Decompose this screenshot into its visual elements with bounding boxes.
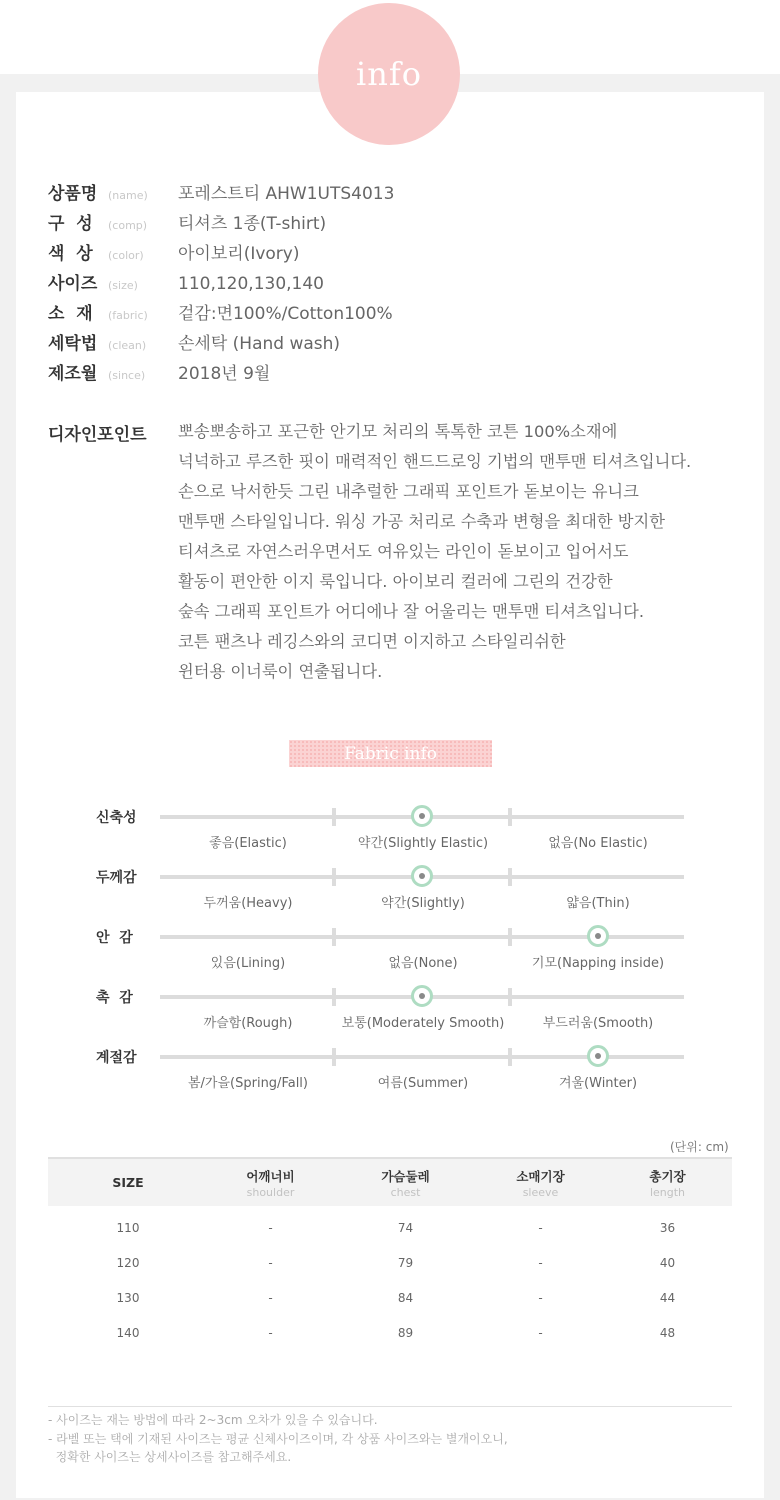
table-cell: 48 (659, 1325, 676, 1340)
table-cell: - (268, 1220, 273, 1235)
fabric-option: 약간(Slightly Elastic) (357, 836, 489, 851)
size-unit-label: (단위: cm) (670, 1140, 729, 1154)
fabric-selected-marker (411, 985, 433, 1007)
notes-divider (48, 1406, 732, 1407)
table-cell: - (268, 1255, 273, 1270)
fabric-row-label: 두께감 (96, 870, 137, 886)
table-cell: - (538, 1325, 543, 1340)
info-value: 아이보리(Ivory) (178, 244, 300, 264)
fabric-scale-tick (332, 1048, 336, 1066)
fabric-option: 부드러움(Smooth) (542, 1016, 654, 1031)
info-sub-label: (since) (108, 369, 146, 382)
design-point-line: 숲속 그래픽 포인트가 어디에나 잘 어울리는 맨투맨 티셔츠입니다. (178, 602, 645, 621)
fabric-scale-tick (508, 988, 512, 1006)
size-table-header (603, 1158, 732, 1206)
info-value: 겉감:면100%/Cotton100% (178, 304, 393, 324)
table-row (48, 1206, 732, 1245)
table-row (48, 1315, 732, 1350)
fabric-option: 봄/가을(Spring/Fall) (187, 1076, 308, 1091)
note-line: - 라벨 또는 택에 기재된 사이즈는 평균 신체사이즈이며, 각 상품 사이즈와는 별개이오니, (48, 1431, 508, 1446)
table-cell: - (538, 1255, 543, 1270)
design-point-text (178, 419, 768, 689)
fabric-row-label: 촉 감 (96, 990, 133, 1006)
design-point-line: 활동이 편안한 이지 룩입니다. 아이보리 컬러에 그린의 건강한 (178, 572, 613, 591)
fabric-info-title-text: Fabric info (343, 743, 438, 764)
design-point-line: 코튼 팬츠나 레깅스와의 코디면 이지하고 스타일리쉬한 (178, 632, 566, 651)
table-cell: 79 (397, 1255, 414, 1270)
design-point-line: 맨투맨 스타일입니다. 워싱 가공 처리로 수축과 변형을 최대한 방지한 (178, 512, 665, 531)
fabric-option: 있음(Lining) (210, 956, 286, 971)
design-point-line: 티셔츠로 자연스러우면서도 여유있는 라인이 돋보이고 입어서도 (178, 542, 629, 561)
header-ko: 가슴둘레 (381, 1168, 430, 1184)
size-table-header (48, 1158, 208, 1206)
fabric-row-label: 안 감 (96, 930, 133, 946)
design-point-line: 윈터용 이너룩이 연출됩니다. (178, 662, 383, 681)
fabric-scale-tick (332, 808, 336, 826)
fabric-option: 기모(Napping inside) (531, 956, 665, 971)
info-badge-title: info (356, 55, 422, 93)
design-point-line: 뽀송뽀송하고 포근한 안기모 처리의 톡톡한 코튼 100%소재에 (178, 422, 618, 441)
info-row-comp (48, 209, 326, 235)
info-label: 색 상 (48, 244, 93, 264)
info-row-color (48, 239, 299, 265)
fabric-scale-tick (508, 1048, 512, 1066)
info-value: 티셔츠 1종(T-shirt) (178, 214, 327, 234)
table-cell: 110 (116, 1220, 140, 1235)
table-cell: 44 (659, 1290, 676, 1305)
info-sub-label: (size) (108, 279, 138, 292)
info-label: 소 재 (48, 304, 93, 324)
info-row-name (48, 179, 394, 205)
info-row-clean (48, 329, 340, 355)
info-value: 2018년 9월 (178, 364, 271, 384)
size-table-header (208, 1158, 333, 1206)
info-sub-label: (name) (108, 189, 148, 202)
size-notes (48, 1411, 748, 1467)
fabric-option: 없음(None) (388, 956, 458, 971)
fabric-scale-tick (332, 928, 336, 946)
size-table-header (333, 1158, 478, 1206)
fabric-option: 여름(Summer) (377, 1076, 469, 1091)
table-row (48, 1280, 732, 1315)
size-table-header-row (48, 1158, 732, 1206)
info-label: 구 성 (48, 214, 93, 234)
design-point-line: 손으로 낙서한듯 그린 내추럴한 그래픽 포인트가 돋보이는 유니크 (178, 482, 639, 501)
info-row-fabric (48, 299, 393, 325)
info-value: 손세탁 (Hand wash) (178, 334, 341, 354)
fabric-option: 까슬함(Rough) (203, 1016, 293, 1031)
info-label: 세탁법 (48, 334, 98, 354)
fabric-row-label: 신축성 (96, 810, 137, 826)
table-cell: 36 (659, 1220, 676, 1235)
info-sub-label: (comp) (108, 219, 148, 232)
design-point-label: 디자인포인트 (48, 425, 147, 445)
info-sub-label: (color) (108, 249, 144, 262)
fabric-selected-marker (587, 1045, 609, 1067)
table-row (48, 1245, 732, 1280)
table-cell: 120 (116, 1255, 140, 1270)
fabric-row-label: 계절감 (96, 1050, 137, 1066)
info-value: 110,120,130,140 (178, 274, 325, 294)
fabric-selected-marker (411, 865, 433, 887)
design-point-line: 넉넉하고 루즈한 핏이 매력적인 핸드드로잉 기법의 맨투맨 티셔츠입니다. (178, 452, 692, 471)
info-value: 포레스트티 AHW1UTS4013 (178, 184, 395, 204)
table-cell: - (268, 1325, 273, 1340)
fabric-option: 두꺼움(Heavy) (203, 896, 293, 911)
table-cell: - (268, 1290, 273, 1305)
header-ko: 총기장 (649, 1168, 686, 1184)
header-ko: 소매기장 (516, 1168, 565, 1184)
fabric-scale-tick (508, 868, 512, 886)
size-table (48, 1157, 732, 1350)
note-line: - 사이즈는 재는 방법에 따라 2~3cm 오차가 있을 수 있습니다. (48, 1413, 378, 1427)
fabric-scale-tick (332, 868, 336, 886)
table-cell: 89 (397, 1325, 414, 1340)
table-cell: 130 (116, 1290, 140, 1305)
fabric-option: 좋음(Elastic) (209, 836, 287, 851)
table-cell: 74 (397, 1220, 414, 1235)
info-row-since (48, 359, 270, 385)
header-en: sleeve (522, 1185, 559, 1199)
info-row-size (48, 269, 324, 295)
note-line: 정확한 사이즈는 상세사이즈를 참고해주세요. (48, 1450, 292, 1464)
fabric-selected-marker (587, 925, 609, 947)
info-label: 사이즈 (48, 274, 98, 294)
fabric-option: 보통(Moderately Smooth) (341, 1016, 505, 1031)
fabric-option: 겨울(Winter) (558, 1076, 638, 1091)
fabric-info-title (289, 740, 492, 767)
info-sub-label: (clean) (108, 339, 147, 352)
size-table-header (478, 1158, 603, 1206)
header-en: length (649, 1185, 686, 1199)
table-cell: - (538, 1290, 543, 1305)
fabric-scale-tick (332, 988, 336, 1006)
fabric-scale-tick (508, 928, 512, 946)
fabric-selected-marker (411, 805, 433, 827)
table-cell: - (538, 1220, 543, 1235)
info-sub-label: (fabric) (108, 309, 148, 322)
info-badge (318, 3, 460, 145)
table-cell: 84 (397, 1290, 414, 1305)
fabric-option: 없음(No Elastic) (548, 836, 648, 851)
header-ko: 어깨너비 (246, 1168, 295, 1184)
header-ko: SIZE (112, 1174, 144, 1190)
fabric-option: 약간(Slightly) (381, 896, 465, 911)
table-cell: 140 (116, 1325, 140, 1340)
fabric-scale-tick (508, 808, 512, 826)
fabric-option: 얇음(Thin) (566, 896, 630, 911)
info-label: 상품명 (48, 184, 98, 204)
info-label: 제조월 (48, 364, 98, 384)
table-cell: 40 (659, 1255, 676, 1270)
header-en: chest (390, 1185, 421, 1199)
header-en: shoulder (246, 1185, 295, 1199)
